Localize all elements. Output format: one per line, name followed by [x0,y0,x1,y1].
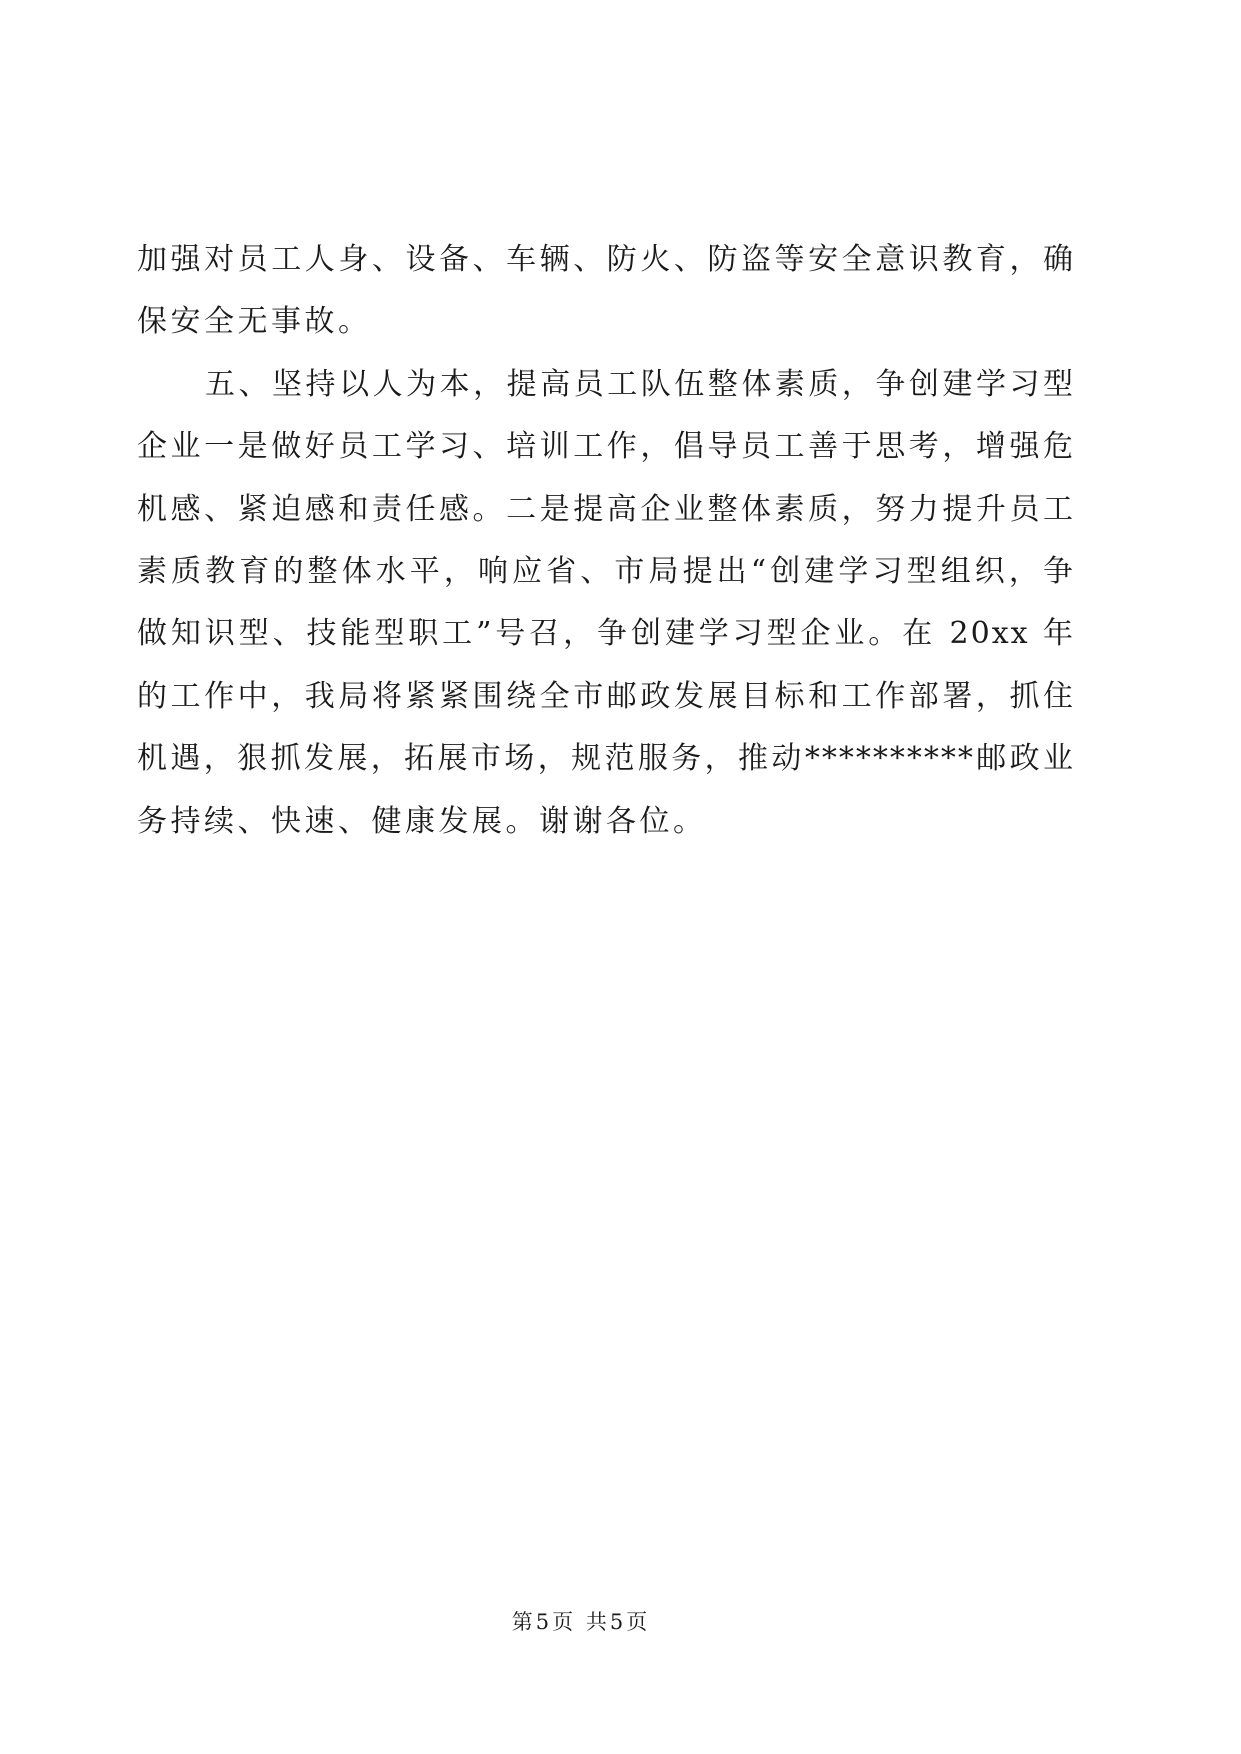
text-line: 做知识型、技能型职工”号召，争创建学习型企业。在 20xx 年 [137,616,1075,652]
text-line: 机遇，狠抓发展，拓展市场，规范服务，推动**********邮政业 [137,741,1075,777]
page-footer: 第5页 共5页 [511,1610,651,1634]
text-line: 加强对员工人身、设备、车辆、防火、防盗等安全意识教育，确 [137,242,1075,277]
paragraph [137,354,1075,853]
text-line: 务持续、快速、健康发展。谢谢各位。 [137,803,707,839]
text-line: 的工作中，我局将紧紧围绕全市邮政发展目标和工作部署，抓住 [137,678,1075,714]
text-line: 企业一是做好员工学习、培训工作，倡导员工善于思考，增强危 [137,429,1075,465]
text-line: 素质教育的整体水平，响应省、市局提出“创建学习型组织，争 [137,553,1075,589]
paragraph [137,229,1075,354]
text-line: 保安全无事故。 [137,304,372,340]
text-line: 机感、紧迫感和责任感。二是提高企业整体素质，努力提升员工 [137,491,1075,527]
body-text [137,229,1075,853]
text-line: 五、坚持以人为本，提高员工队伍整体素质，争创建学习型 [205,366,1075,402]
